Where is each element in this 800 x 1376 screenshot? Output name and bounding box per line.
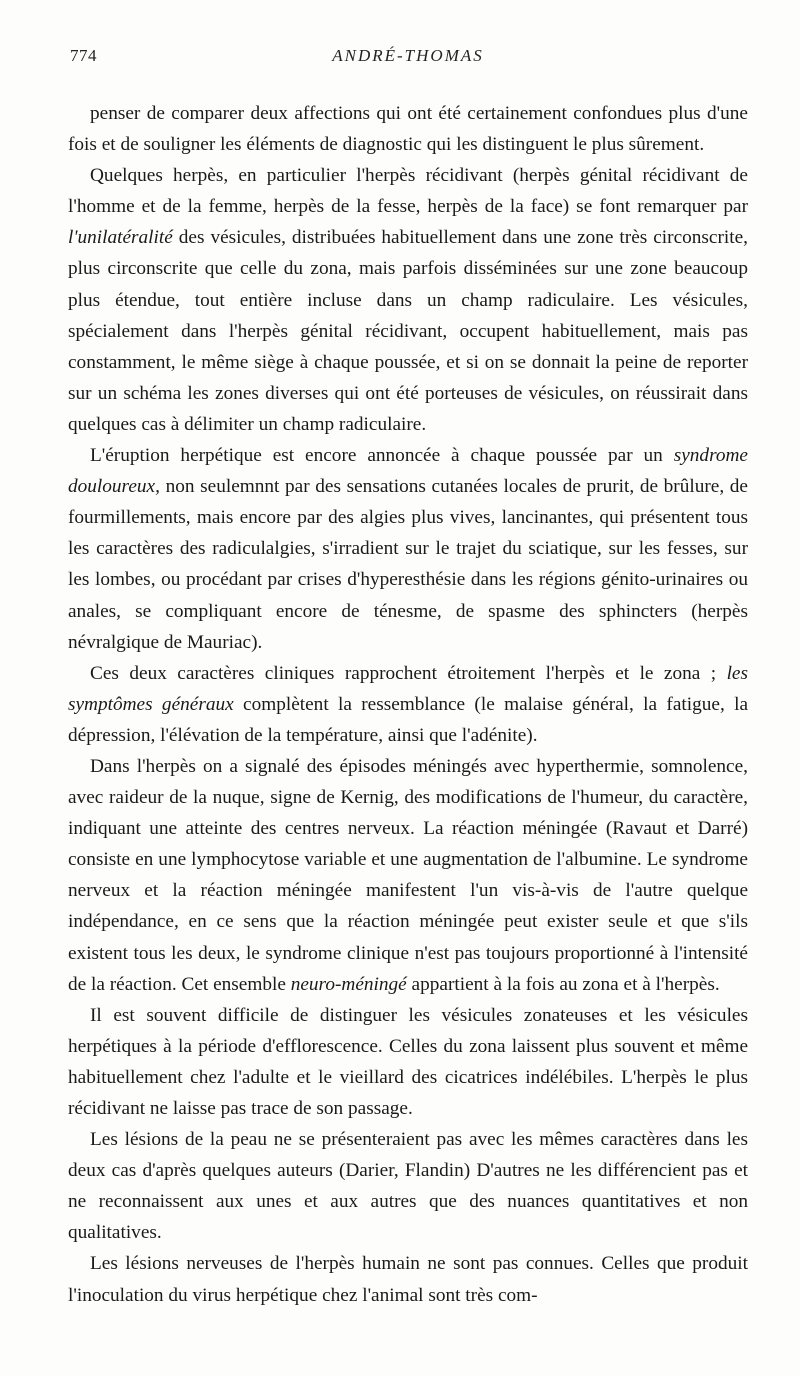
italic-phrase: syndrome douloureux,	[68, 445, 748, 498]
text-run: complètent la ressemblance (le malaise général, la fatigue, la dépression, l'élévation de la température, ainsi que l'adénite).	[68, 693, 749, 746]
italic-phrase: l'unilatéralité	[68, 227, 173, 249]
text-run: Quelques herpès, en particulier l'herpès récidivant (herpès génital récidivant de l'homme et de la femme, herpès de la fesse, herpès de la face) se font remarquer par	[68, 165, 748, 218]
text-run: Dans l'herpès on a signalé des épisodes méningés avec hyperthermie, somnolence, avec raideur de la nuque, signe de Kernig, des modifications de l'humeur, du caractère, indiquant une atteinte des centres nerveux. La réaction méningée (Ravaut et Darré) consiste en une lymphocytose variable et une augmentation de l'albumine. Le syndrome nerveux et la réaction méningée manifestent l'un vis-à-vis de l'autre quelque indépendance, en ce sens que la réaction méningée peut exister seule et que s'ils existent tous les deux, le syndrome clinique n'est pas toujours proportionné à l'intensité de la réaction. Cet ensemble	[68, 755, 748, 995]
italic-phrase: les symptômes généraux	[68, 662, 748, 715]
italic-phrase: neuro-méningé	[290, 973, 407, 995]
text-run: non seulemnnt par des sensations cutanées locales de prurit, de brûlure, de fourmillements, mais encore par des algies plus vives, lancinantes, qui présentent tous les caractères des radiculalgies, s'irradient sur le trajet du sciatique, sur les fesses, sur les lombes, ou procédant par crises d'hyperesthésie dans les régions génito-urinaires ou anales, se compliquant encore de ténesme, de spasme des sphincters (herpès névralgique de Mauriac).	[68, 476, 748, 653]
paragraph	[68, 440, 748, 658]
text-run: des vésicules, distribuées habituellement dans une zone très circonscrite, plus circonscrite que celle du zona, mais parfois disséminées sur une zone beaucoup plus étendue, tout entière incluse dans un champ radiculaire. Les vésicules, spécialement dans l'herpès génital récidivant, occupent habituellement, mais pas constamment, le même siège à chaque poussée, et si on se donnait la peine de reporter sur un schéma les zones diverses qui ont été porteuses de vésicules, on réussirait dans quelques cas à délimiter un champ radiculaire.	[68, 227, 748, 435]
text-run: penser de comparer deux affections qui ont été certainement confondues plus d'une fois et de souligner les éléments de diagnostic qui les distinguent le plus sûrement.	[68, 103, 748, 156]
text-run: Ces deux caractères cliniques rapprochent étroitement l'herpès et le zona ;	[90, 662, 727, 684]
body-text	[68, 98, 748, 1311]
running-head: ANDRÉ-THOMAS	[332, 46, 484, 65]
paragraph	[68, 1248, 748, 1310]
text-run: Il est souvent difficile de distinguer les vésicules zonateuses et les vésicules herpétiques à la période d'efflorescence. Celles du zona laissent plus souvent et même habituellement chez l'adulte et le vieillard des cicatrices indélébiles. L'herpès le plus récidivant ne laisse pas trace de son passage.	[68, 1004, 748, 1119]
paragraph	[68, 160, 748, 440]
text-run: Les lésions de la peau ne se présenteraient pas avec les mêmes caractères dans les deux cas d'après quelques auteurs (Darier, Flandin) D'autres ne les différencient pas et ne reconnaissent aux unes et aux autres que des nuances quantitatives et non qualitatives.	[68, 1129, 748, 1244]
text-run: Les lésions nerveuses de l'herpès humain ne sont pas connues. Celles que produit l'inoculation du virus herpétique chez l'animal sont très com-	[68, 1253, 748, 1306]
page-number: 774	[70, 46, 97, 65]
paragraph	[68, 1124, 748, 1248]
text-run: appartient à la fois au zona et à l'herpès.	[406, 973, 720, 995]
text-run: L'éruption herpétique est encore annoncée à chaque poussée par un	[90, 445, 674, 467]
paragraph	[68, 658, 748, 751]
paragraph	[68, 751, 748, 1000]
paragraph	[68, 1000, 748, 1124]
paragraph	[68, 98, 748, 160]
page-header	[70, 46, 746, 76]
